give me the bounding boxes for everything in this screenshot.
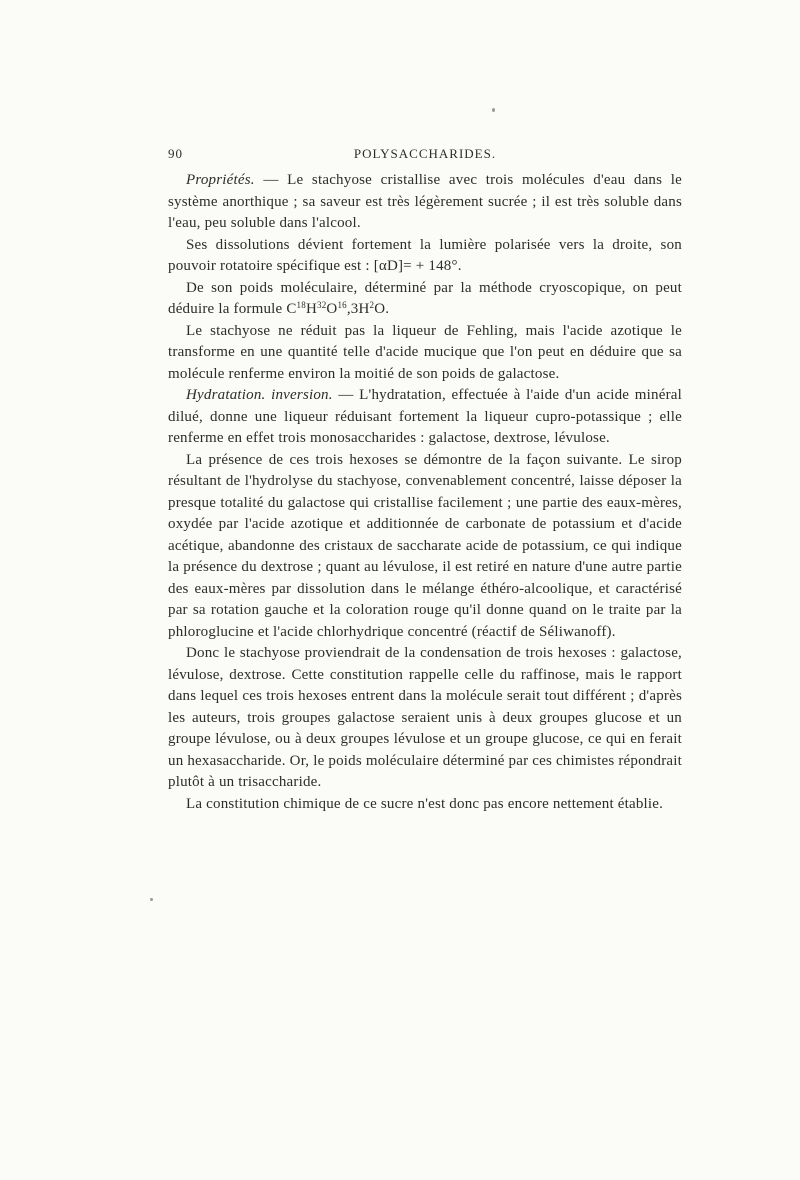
page-number: 90 <box>168 146 183 161</box>
formula-superscript: 16 <box>337 300 347 310</box>
formula-part: O. <box>374 301 390 317</box>
paragraph-text: De son poids moléculaire, déterminé par la méthode cryoscopique, on peut déduire la formule C <box>168 279 682 317</box>
paragraph-text: — Le stachyose cristallise avec trois molécules d'eau dans le système anorthique ; sa saveur est très légèrement sucrée ; il est très soluble dans l'eau, peu soluble dans l'alcool. <box>168 172 682 231</box>
formula-superscript: 2 <box>369 300 375 310</box>
paragraph-text: La constitution chimique de ce sucre n'est donc pas encore nettement établie. <box>186 795 664 812</box>
running-title: POLYSACCHARIDES. <box>353 146 497 161</box>
running-head <box>168 146 682 162</box>
paragraph-properties <box>168 170 682 235</box>
paragraph-hexoses <box>168 450 682 644</box>
formula-part: ,3H <box>346 301 370 317</box>
body-text <box>168 170 682 815</box>
paragraph-text: Ses dissolutions dévient fortement la lumière polarisée vers la droite, son pouvoir rotatoire spécifique est : [αD]= + 148°. <box>168 236 682 274</box>
paragraph-text: — L'hydratation, effectuée à l'aide d'un acide minéral dilué, donne une liqueur réduisant fortement la liqueur cupro-potassique ; elle renferme en effet trois monosaccharides : galactose, dextrose, lévulose. <box>168 387 682 446</box>
formula-part: O <box>326 301 338 317</box>
paragraph-hydration <box>168 385 682 450</box>
section-heading-properties: Propriétés. <box>186 172 255 188</box>
section-heading-hydration: Hydratation. inversion. <box>186 387 333 403</box>
paper-speck <box>150 898 153 901</box>
paragraph-rotation <box>168 235 682 278</box>
formula-superscript: 18 <box>296 300 306 310</box>
paragraph-fehling <box>168 321 682 386</box>
paragraph-text: Donc le stachyose proviendrait de la condensation de trois hexoses : galactose, lévulose, dextrose. Cette constitution rappelle celle du raffinose, mais le rapport dans lequel ces trois hexoses entrent dans la molécule serait tout différent ; d'après les auteurs, trois groupes galactose seraient unis à deux groupes glucose et un groupe lévulose, ou à deux groupes lévulose et un groupe glucose, ce qui en ferait un hexasaccharide. Or, le poids moléculaire déterminé par ces chimistes répondrait plutôt à un trisaccharide. <box>168 645 682 790</box>
paragraph-text: Le stachyose ne réduit pas la liqueur de Fehling, mais l'acide azotique le transforme en une quantité telle d'acide mucique que l'on peut en déduire que sa molécule renferme environ la moitié de son poids de galactose. <box>168 322 682 382</box>
paragraph-condensation <box>168 643 682 794</box>
paragraph-text: La présence de ces trois hexoses se démontre de la façon suivante. Le sirop résultant de l'hydrolyse du stachyose, convenablement concentré, laisse déposer la presque totalité du galactose qui cristallise facilement ; une partie des eaux-mères, oxydée par l'acide azotique et additionnée de carbonate de potassium et d'acide acétique, abandonne des cristaux de saccharate acide de potassium, ce qui indique la présence du dextrose ; quant au lévulose, il est retiré en nature d'une autre partie des eaux-mères par dissolution dans le mélange éthéro-alcoolique, et caractérisé par sa rotation gauche et la coloration rouge qu'il donne quand on le traite par la phloroglucine et l'acide chlorhydrique concentré (réactif de Séliwanoff). <box>168 451 682 640</box>
formula-superscript: 32 <box>317 300 327 310</box>
paper-speck <box>492 108 495 112</box>
paragraph-formula <box>168 278 682 321</box>
paragraph-conclusion <box>168 794 682 816</box>
formula-part: H <box>305 301 317 317</box>
